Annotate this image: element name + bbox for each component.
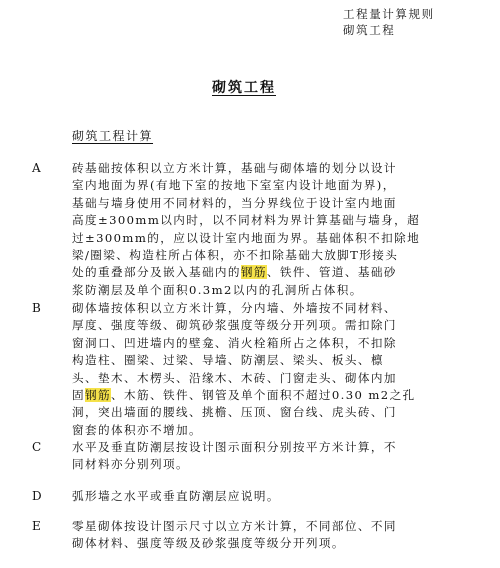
- text-segment: 砖基础按体积以立方米计算，基础与砌体墙的划分以设计: [72, 161, 397, 175]
- text-segment: 洞，突出墙面的腰线、挑檐、压顶、窗台线、虎头砖、门: [72, 405, 397, 420]
- text-line: [72, 335, 416, 352]
- page-title: 砌筑工程: [212, 80, 276, 96]
- text-line: [72, 264, 420, 281]
- page-header: [343, 6, 435, 38]
- text-line: [72, 518, 397, 535]
- text-segment: 构造柱、圈梁、过梁、导墙、防潮层、梁头、板头、檩: [72, 353, 384, 368]
- text-segment: 砌体材料、强度等级及砂浆强度等级分开列项。: [72, 536, 345, 551]
- text-segment: 浆防潮层及单个面积0.3m2以内的孔洞所占体积。: [72, 282, 363, 297]
- text-segment: 过±300mm的，应以设计室内地面为界。基础体积不扣除地: [72, 230, 421, 245]
- text-line: [72, 387, 416, 404]
- text-segment: 窗套的体积亦不增加。: [72, 422, 202, 437]
- header-line-1: 工程量计算规则: [343, 7, 435, 21]
- text-segment: 厚度、强度等级、砌筑砂浆强度等级分开列项。需扣除门: [72, 318, 397, 333]
- text-segment: 基础与墙身使用不同材料的，当分界线位于设计室内地面: [72, 195, 397, 210]
- text-segment: 梁/圈梁、构造柱所占体积，亦不扣除基础大放脚T形接头: [72, 247, 399, 262]
- rule-text: [72, 300, 416, 439]
- text-segment: 高度±300mm以内时，以不同材料为界计算基础与墙身，超: [72, 213, 421, 228]
- text-line: [72, 195, 420, 212]
- text-segment: 固: [72, 387, 85, 402]
- rule-text: [72, 518, 397, 553]
- text-line: [72, 160, 420, 177]
- highlighted-term: 钢筋: [240, 265, 267, 280]
- rule-text: [72, 488, 280, 505]
- text-line: [72, 230, 420, 247]
- text-segment: 砌体墙按体积以立方米计算，分内墙、外墙按不同材料、: [72, 301, 397, 315]
- text-segment: 室内地面为界(有地下室的按地下室室内设计地面为界)，: [72, 178, 396, 193]
- rule-letter: E: [32, 519, 41, 533]
- text-line: [72, 300, 416, 317]
- text-line: [72, 352, 416, 369]
- text-segment: 同材料亦分别列项。: [72, 457, 189, 472]
- text-line: [72, 282, 420, 299]
- rule-text: [72, 439, 397, 474]
- rule-letter: A: [32, 161, 41, 175]
- text-segment: 、木筋、铁件、钢管及单个面积不超过0.30 m2之孔: [111, 387, 416, 402]
- text-line: [72, 247, 420, 264]
- text-segment: 头、垫木、木楞头、沿缘木、木砖、门窗走头、砌体内加: [72, 370, 397, 385]
- highlighted-term: 钢筋: [85, 387, 111, 402]
- rule-letter: C: [32, 440, 42, 454]
- text-line: [72, 317, 416, 334]
- rule-text: [72, 160, 420, 299]
- rule-letter: D: [32, 489, 42, 503]
- text-segment: 水平及垂直防潮层按设计图示面积分别按平方米计算，不: [72, 440, 397, 454]
- text-line: [72, 212, 420, 229]
- header-line-2: 砌筑工程: [343, 23, 396, 37]
- rule-letter: B: [32, 301, 41, 315]
- text-line: [72, 535, 397, 552]
- text-line: [72, 404, 416, 421]
- text-line: [72, 456, 397, 473]
- text-segment: 处的重叠部分及嵌入基础内的: [72, 265, 241, 280]
- text-line: [72, 422, 416, 439]
- section-subtitle: 砌筑工程计算: [72, 129, 154, 143]
- text-segment: 、铁件、管道、基础砂: [266, 265, 397, 280]
- text-segment: 窗洞口、凹进墙内的壁龛、消火栓箱所占之体积，不扣除: [72, 335, 397, 350]
- text-segment: 弧形墙之水平或垂直防潮层应说明。: [72, 489, 280, 503]
- text-line: [72, 177, 420, 194]
- text-segment: 零星砌体按设计图示尺寸以立方米计算，不同部位、不同: [72, 519, 397, 533]
- text-line: [72, 370, 416, 387]
- text-line: [72, 488, 280, 505]
- text-line: [72, 439, 397, 456]
